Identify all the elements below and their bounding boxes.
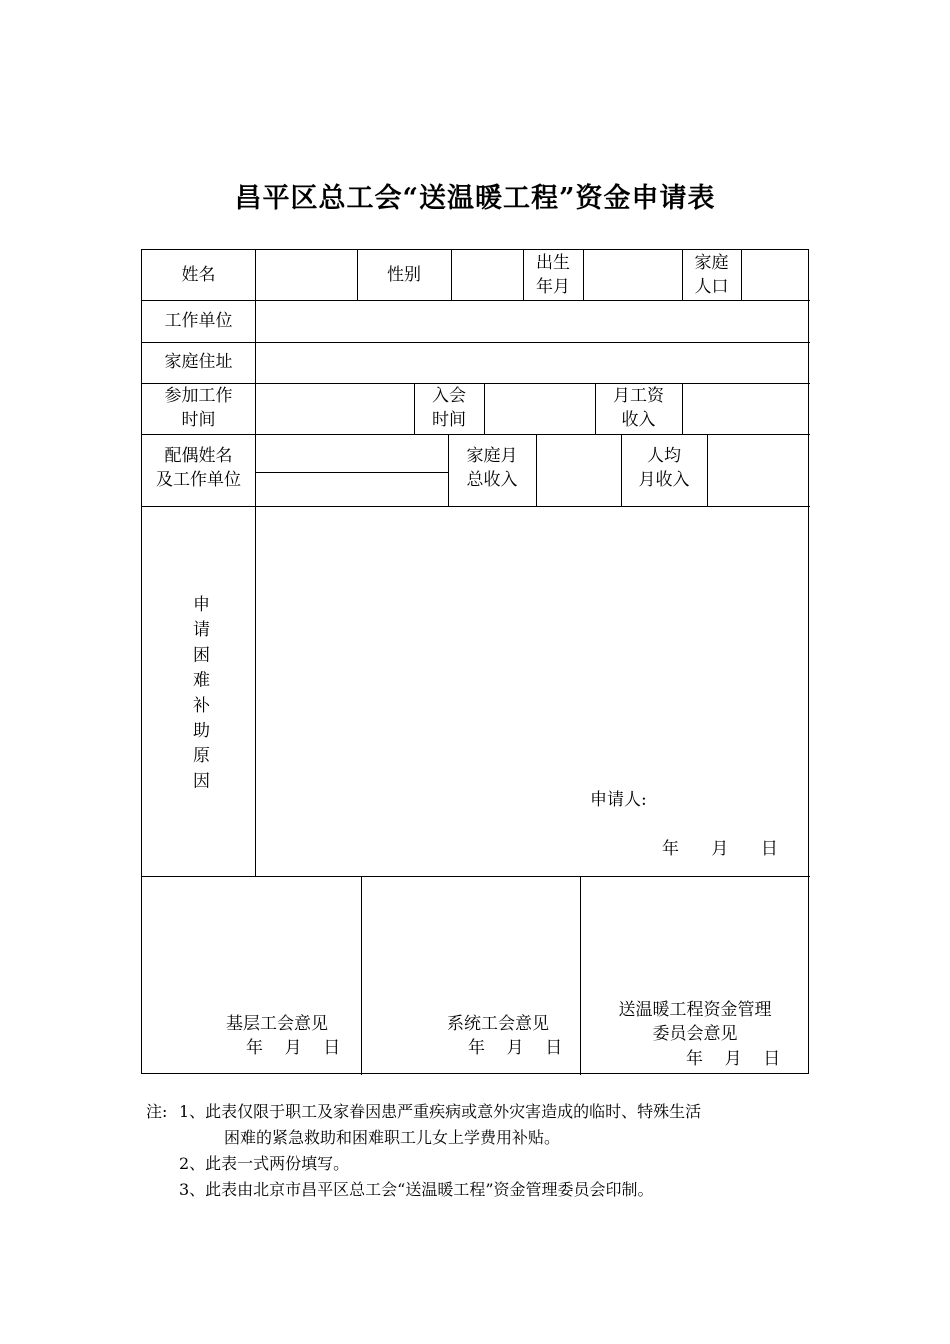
grassroots-date: 年 月 日 <box>246 1038 341 1058</box>
grassroots-opinion-label: 基层工会意见 <box>226 1014 328 1034</box>
family-income-label: 家庭月 总收入 <box>466 446 518 490</box>
col-divider <box>580 876 581 1075</box>
gender-field[interactable] <box>452 250 523 300</box>
system-opinion-label: 系统工会意见 <box>447 1014 549 1034</box>
spouse-unit-field[interactable] <box>256 473 448 506</box>
household-field[interactable] <box>742 250 810 300</box>
reason-field[interactable] <box>256 507 810 807</box>
name-field[interactable] <box>256 250 357 300</box>
row-divider <box>142 876 810 877</box>
note-item-3: 3、此表由北京市昌平区总工会“送温暖工程”资金管理委员会印制。 <box>179 1180 654 1199</box>
family-income-field[interactable] <box>537 435 621 506</box>
spouse-label: 配偶姓名 及工作单位 <box>156 446 241 490</box>
note-item-2: 2、此表一式两份填写。 <box>179 1154 350 1173</box>
monthly-salary-label: 月工资 收入 <box>613 386 664 430</box>
note-item-1-line-2: 困难的紧急救助和困难职工儿女上学费用补贴。 <box>224 1128 561 1147</box>
applicant-date: 年 月 日 <box>662 839 778 859</box>
gender-label: 性别 <box>387 265 421 285</box>
home-address-label: 家庭住址 <box>164 352 233 372</box>
committee-date: 年 月 日 <box>686 1049 781 1069</box>
work-unit-label: 工作单位 <box>164 311 233 331</box>
col-divider <box>361 876 362 1075</box>
system-date: 年 月 日 <box>468 1038 563 1058</box>
union-join-field[interactable] <box>485 384 595 434</box>
work-start-field[interactable] <box>256 384 414 434</box>
monthly-salary-field[interactable] <box>683 384 810 434</box>
notes-prefix: 注: <box>146 1102 168 1121</box>
household-label: 家庭 人口 <box>694 253 729 297</box>
union-join-label: 入会 时间 <box>432 386 466 430</box>
reason-label: 申请困难补助原因 <box>189 595 209 797</box>
applicant-label: 申请人: <box>590 790 647 810</box>
work-unit-field[interactable] <box>256 301 810 342</box>
work-start-label: 参加工作 时间 <box>164 386 233 430</box>
birth-label: 出生 年月 <box>536 253 570 297</box>
per-capita-field[interactable] <box>708 435 810 506</box>
spouse-name-field[interactable] <box>256 435 448 472</box>
home-address-field[interactable] <box>256 343 810 383</box>
application-form-table <box>141 249 809 1074</box>
note-item-1-line-1: 1、此表仅限于职工及家眷因患严重疾病或意外灾害造成的临时、特殊生活 <box>179 1102 702 1121</box>
birth-field[interactable] <box>584 250 682 300</box>
committee-opinion-label: 送温暖工程资金管理 委员会意见 <box>618 1000 772 1044</box>
form-title: 昌平区总工会“送温暖工程”资金申请表 <box>234 183 716 214</box>
per-capita-label: 人均 月收入 <box>638 446 690 490</box>
name-label: 姓名 <box>181 265 216 285</box>
